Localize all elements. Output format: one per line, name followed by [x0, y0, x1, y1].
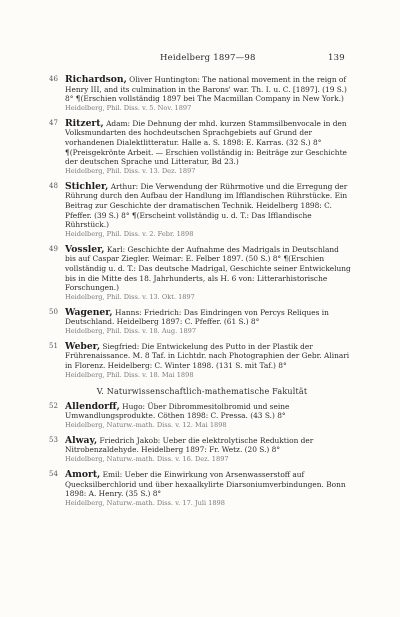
entry-author: Richardson,	[65, 74, 127, 85]
entry-text: Adam: Die Dehnung der mhd. kurzen Stammsilbenvocale in den Volksmundarten des hochdeutschen Sprachgebiets auf Grund der vorhandenen Dialektlitteratur. Halle a. S. 1898: E. Karras. (32 S.) 8° ¶(Preisgekrönte Arbeit. — Erschien vollständig in: Beiträge zur Geschichte der deutschen Sprache und Litteratur, Bd 23.)	[65, 118, 347, 167]
entry-number: 46	[49, 75, 58, 83]
entry-body	[65, 245, 352, 302]
entry-body	[65, 308, 352, 336]
entry-text: Friedrich Jakob: Ueber die elektrolytische Reduktion der Nitrobenzaldehyde. Heidelberg 1897: Fr. Wetz. (20 S.) 8°	[65, 435, 314, 455]
entry-body	[65, 470, 352, 508]
bibliography-entry	[49, 469, 352, 508]
entry-author: Amort,	[65, 469, 101, 481]
entry-dissertation-note: Heidelberg, Phil. Diss. v. 13. Okt. 1897	[65, 292, 195, 301]
bibliography-entry	[49, 74, 352, 113]
entry-text: Emil: Ueber die Einwirkung von Arsenwasserstoff auf Quecksilberchlorid und über hexaalkylirte Diarsoniumverbindungen. Bonn 1898: A. Henry. (35 S.) 8°	[65, 470, 346, 499]
entry-text: Arthur: Die Verwendung der Rührmotive und die Erregung der Rührung durch den Aufbau der Handlung im Ifflandischen Rührstücke. Ein Beitrag zur Geschichte der dramatischen Technik. Heidelberg 1898: C. Pfeffer. (39 S.) 8° ¶(Erscheint vollständig u. d. T.: Das Ifflandische Rührstück.)	[65, 181, 348, 230]
bibliography-entry	[49, 243, 352, 302]
bibliography-entry	[49, 180, 352, 239]
entry-number: 50	[49, 307, 58, 316]
section-heading: V. Naturwissenschaftlich-mathematische Fakultät	[96, 386, 308, 396]
entry-dissertation-note: Heidelberg, Phil. Diss. v. 5. Nov. 1897	[65, 103, 192, 112]
entry-text: Siegfried: Die Entwickelung des Putto in der Plastik der Frührenaissance. M. 8 Taf. in Lichtdr. nach Photographien der Gebr. Alinari in Florenz. Heidelberg: C. Winter 1898. (131 S. mit Taf.) 8°	[65, 341, 350, 371]
page-number: 139	[328, 53, 345, 63]
bibliography-entry	[49, 306, 352, 336]
entry-text: Karl: Geschichte der Aufnahme des Madrigals in Deutschland bis auf Caspar Ziegler. Weimar: E. Felber 1897. (50 S.) 8° ¶(Erschien vollständig u. d. T.: Das deutsche Madrigal, Geschichte seiner Entwickelung bis in die Mitte des 18. Jahrhunderts, als H. 6 von: Litterarhistorische Forschungen.)	[65, 244, 351, 293]
entry-dissertation-note: Heidelberg, Phil. Diss. v. 2. Febr. 1898	[65, 229, 194, 238]
entry-dissertation-note: Heidelberg, Phil. Diss. v. 13. Dez. 1897	[65, 166, 196, 175]
entry-text: Hanns: Friedrich: Das Eindringen von Percys Reliques in Deutschland. Heidelberg 1897: C. Pfeffer. (61 S.) 8°	[65, 307, 329, 327]
entry-body	[65, 436, 352, 464]
entry-number: 54	[49, 470, 58, 479]
entry-number: 51	[49, 341, 58, 350]
entry-author: Wagener,	[65, 306, 113, 318]
entry-text: Hugo: Über Dibrommesitolbromid und seine Umwandlungsprodukte. Cöthen 1898: C. Pressa. (43 S.) 8°	[65, 401, 290, 421]
entry-author: Vossler,	[65, 243, 105, 255]
running-title: Heidelberg 1897—98	[160, 53, 256, 63]
entry-dissertation-note: Heidelberg, Phil. Diss. v. 18. Aug. 1897	[65, 326, 197, 335]
entry-body	[65, 402, 352, 430]
bibliography-entry	[49, 340, 352, 380]
bibliography-entry	[49, 117, 352, 176]
entry-body	[65, 75, 352, 113]
bibliography-list	[49, 74, 352, 514]
entry-number: 49	[49, 244, 58, 253]
entry-body	[65, 182, 352, 239]
entry-dissertation-note: Heidelberg, Naturw.-math. Diss. v. 12. Mai 1898	[65, 420, 227, 429]
entry-number: 53	[49, 435, 58, 444]
bibliography-entry	[49, 400, 352, 430]
bibliography-entry	[49, 434, 352, 464]
entry-dissertation-note: Heidelberg, Naturw.-math. Diss. v. 16. Dez. 1897	[65, 455, 229, 464]
entry-author: Weber,	[65, 340, 101, 352]
entry-body	[65, 119, 352, 176]
entry-author: Alway,	[65, 434, 98, 446]
entry-text: Oliver Huntington: The national movement in the reign of Henry III, and its culmination in the Barons' war. Th. I. u. C. [1897]. (19 S.) 8° ¶(Erschien vollständig 1897 bei The Macmillan Company in New York.)	[65, 75, 347, 104]
entry-body	[65, 342, 352, 380]
entry-number: 48	[49, 181, 58, 190]
entry-dissertation-note: Heidelberg, Naturw.-math. Diss. v. 17. Juli 1898	[65, 498, 225, 507]
entry-number: 52	[49, 401, 58, 410]
entry-number: 47	[49, 118, 58, 127]
entry-author: Allendorff,	[65, 400, 120, 412]
entry-author: Stichler,	[65, 180, 109, 192]
entry-author: Ritzert,	[65, 117, 104, 129]
entry-dissertation-note: Heidelberg, Phil. Diss. v. 18. Mai 1898	[65, 370, 194, 379]
